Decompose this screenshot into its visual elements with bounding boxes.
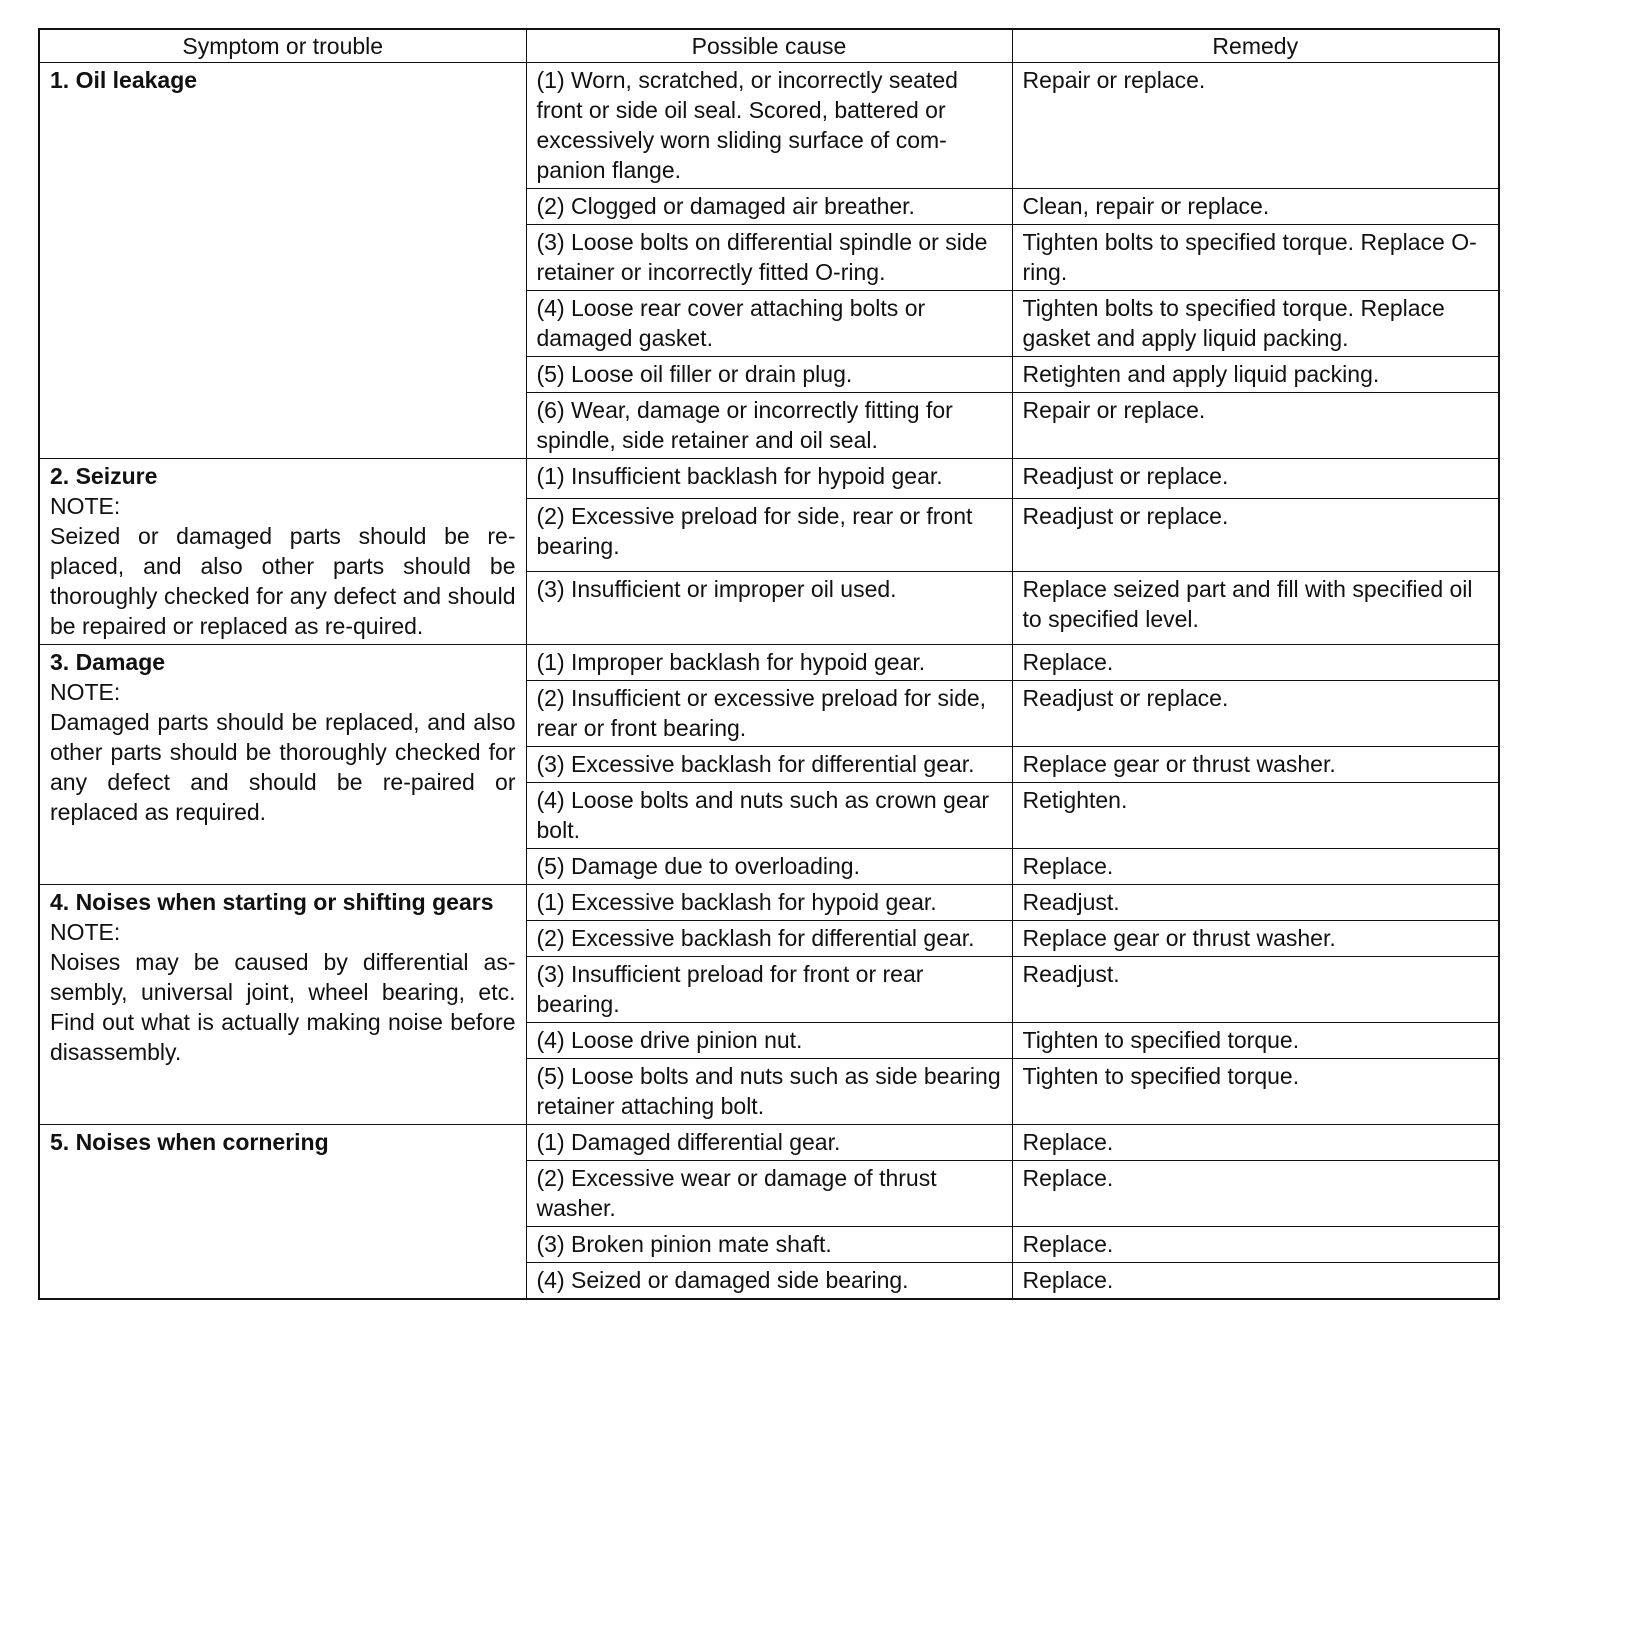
remedy-cell: Replace. (1012, 849, 1499, 885)
symptom-cell (39, 459, 526, 645)
table-row (39, 1125, 1499, 1161)
cause-cell: (3) Excessive backlash for differential gear. (526, 747, 1012, 783)
symptom-title: 5. Noises when cornering (50, 1129, 329, 1155)
remedy-cell: Replace seized part and fill with specified oil to specified level. (1012, 571, 1499, 644)
header-cause: Possible cause (526, 29, 1012, 63)
remedy-cell: Repair or replace. (1012, 63, 1499, 189)
note-label: NOTE: (50, 493, 121, 519)
remedy-cell: Replace. (1012, 1125, 1499, 1161)
troubleshooting-document (38, 28, 1498, 1300)
cause-cell: (5) Loose oil filler or drain plug. (526, 357, 1012, 393)
note-label: NOTE: (50, 919, 121, 945)
cause-cell: (3) Insufficient or improper oil used. (526, 571, 1012, 644)
cause-cell: (4) Seized or damaged side bearing. (526, 1263, 1012, 1300)
remedy-cell: Replace. (1012, 645, 1499, 681)
symptom-cell (39, 1125, 526, 1300)
table-row (39, 459, 1499, 499)
remedy-cell: Tighten to specified torque. (1012, 1023, 1499, 1059)
symptom-title: 4. Noises when starting or shifting gears (50, 889, 494, 915)
cause-cell: (1) Excessive backlash for hypoid gear. (526, 885, 1012, 921)
troubleshooting-table (38, 28, 1500, 1300)
table-body (39, 63, 1499, 1300)
cause-cell: (2) Excessive wear or damage of thrust washer. (526, 1161, 1012, 1227)
header-row (39, 29, 1499, 63)
remedy-cell: Replace. (1012, 1227, 1499, 1263)
cause-cell: (3) Insufficient preload for front or rear bearing. (526, 957, 1012, 1023)
header-remedy: Remedy (1012, 29, 1499, 63)
cause-cell: (6) Wear, damage or incorrectly fitting for spindle, side retainer and oil seal. (526, 393, 1012, 459)
note-text: Noises may be caused by differential as-sembly, universal joint, wheel bearing, etc. Find out what is actually making noise before disassembly. (50, 949, 516, 1065)
symptom-title: 1. Oil leakage (50, 67, 198, 93)
symptom-cell (39, 885, 526, 1125)
remedy-cell: Clean, repair or replace. (1012, 189, 1499, 225)
header-symptom: Symptom or trouble (39, 29, 526, 63)
remedy-cell: Retighten and apply liquid packing. (1012, 357, 1499, 393)
cause-cell: (2) Excessive backlash for differential gear. (526, 921, 1012, 957)
remedy-cell: Readjust or replace. (1012, 498, 1499, 571)
remedy-cell: Tighten bolts to specified torque. Replace O-ring. (1012, 225, 1499, 291)
table-row (39, 885, 1499, 921)
remedy-cell: Readjust. (1012, 885, 1499, 921)
symptom-title: 3. Damage (50, 649, 166, 675)
remedy-cell: Retighten. (1012, 783, 1499, 849)
cause-cell: (3) Broken pinion mate shaft. (526, 1227, 1012, 1263)
remedy-cell: Readjust. (1012, 957, 1499, 1023)
remedy-cell: Replace. (1012, 1263, 1499, 1300)
remedy-cell: Tighten to specified torque. (1012, 1059, 1499, 1125)
cause-cell: (4) Loose bolts and nuts such as crown gear bolt. (526, 783, 1012, 849)
symptom-cell (39, 63, 526, 459)
note-text: Seized or damaged parts should be re-placed, and also other parts should be thoroughly checked for any defect and should be repaired or replaced as re-quired. (50, 523, 516, 639)
table-row (39, 645, 1499, 681)
cause-cell: (1) Worn, scratched, or incorrectly seated front or side oil seal. Scored, battered or excessively worn sliding surface of com-panion flange. (526, 63, 1012, 189)
table-header (39, 29, 1499, 63)
cause-cell: (4) Loose rear cover attaching bolts or damaged gasket. (526, 291, 1012, 357)
cause-cell: (5) Damage due to overloading. (526, 849, 1012, 885)
remedy-cell: Repair or replace. (1012, 393, 1499, 459)
note-text: Damaged parts should be replaced, and also other parts should be thoroughly checked for any defect and should be re-paired or replaced as required. (50, 709, 516, 825)
table-row (39, 63, 1499, 189)
cause-cell: (1) Damaged differential gear. (526, 1125, 1012, 1161)
remedy-cell: Replace gear or thrust washer. (1012, 921, 1499, 957)
remedy-cell: Tighten bolts to specified torque. Replace gasket and apply liquid packing. (1012, 291, 1499, 357)
cause-cell: (2) Clogged or damaged air breather. (526, 189, 1012, 225)
cause-cell: (2) Insufficient or excessive preload for side, rear or front bearing. (526, 681, 1012, 747)
cause-cell: (5) Loose bolts and nuts such as side bearing retainer attaching bolt. (526, 1059, 1012, 1125)
cause-cell: (1) Insufficient backlash for hypoid gear. (526, 459, 1012, 499)
remedy-cell: Readjust or replace. (1012, 681, 1499, 747)
note-label: NOTE: (50, 679, 121, 705)
cause-cell: (2) Excessive preload for side, rear or front bearing. (526, 498, 1012, 571)
symptom-cell (39, 645, 526, 885)
symptom-title: 2. Seizure (50, 463, 158, 489)
remedy-cell: Replace. (1012, 1161, 1499, 1227)
cause-cell: (4) Loose drive pinion nut. (526, 1023, 1012, 1059)
cause-cell: (1) Improper backlash for hypoid gear. (526, 645, 1012, 681)
remedy-cell: Readjust or replace. (1012, 459, 1499, 499)
remedy-cell: Replace gear or thrust washer. (1012, 747, 1499, 783)
cause-cell: (3) Loose bolts on differential spindle or side retainer or incorrectly fitted O-ring. (526, 225, 1012, 291)
